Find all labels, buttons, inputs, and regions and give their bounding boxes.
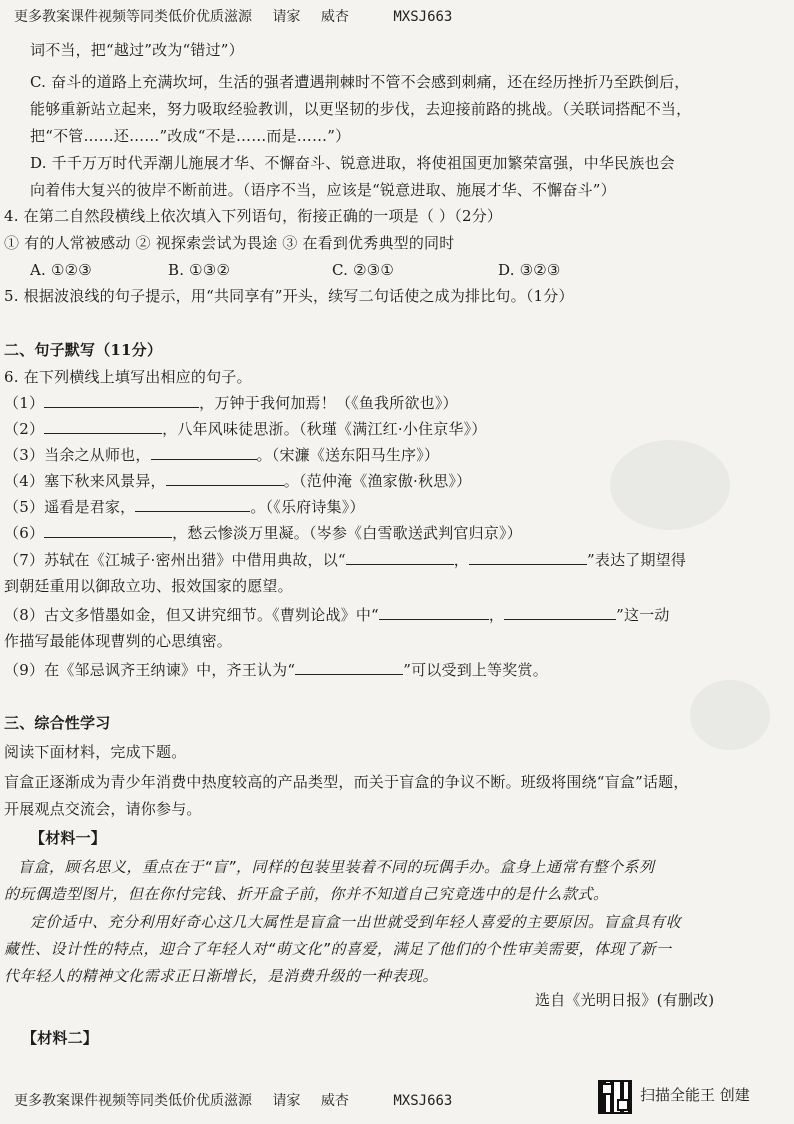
- answer-blank[interactable]: [295, 660, 403, 675]
- recite-item-9: [4, 660, 548, 680]
- question-4: 4. 在第二自然段横线上依次填入下列语句，衔接正确的一项是（ ）（2分）: [4, 207, 503, 225]
- recite-6-prefix: （6）: [4, 524, 45, 542]
- recite-item-7-cont: 到朝廷重用以御敌立功、报效国家的愿望。: [4, 577, 293, 595]
- recite-8-prefix: （8）古文多惜墨如金，但又讲究细节。《曹刿论战》中“: [4, 606, 379, 624]
- recite-item-2: [4, 419, 487, 439]
- footer-code: MXSJ663: [393, 1093, 453, 1109]
- option-d: D. ③②③: [498, 261, 561, 279]
- recite-7-comma: ，: [453, 551, 469, 569]
- material-1-source: 选自《光明日报》(有删改): [535, 991, 715, 1009]
- material-1-line: 藏性、设计性的特点，迎合了年轻人对“萌文化”的喜爱，满足了他们的个性审美需要，体现了新一: [4, 940, 672, 958]
- intro-line: 盲盒正逐渐成为青少年消费中热度较高的产品类型，而关于盲盒的争议不断。班级将围绕“盲盒”话题，: [4, 773, 689, 791]
- footer-promo: 更多教案课件视频等同类低价优质滋源: [14, 1093, 252, 1109]
- recite-5-prefix: （5）遥看是君家，: [4, 498, 136, 516]
- answer-blank[interactable]: [379, 605, 489, 620]
- footer-contact-2: 威杏: [320, 1093, 349, 1109]
- option-d-line: D. 千千万万时代弄潮儿施展才华、不懈奋斗、锐意进取，将使祖国更加繁荣富强，中华民族也会: [30, 154, 675, 172]
- recite-item-8-cont: 作描写最能体现曹刿的心思缜密。: [4, 632, 233, 650]
- option-c-line: C. 奋斗的道路上充满坎坷，生活的强者遭遇荆棘时不管不会感到刺痛，还在经历挫折乃至跌倒后，: [30, 73, 690, 91]
- text-line: 把“不管……还……”改成“不是……而是……”）: [30, 127, 351, 145]
- recite-item-6: [4, 523, 522, 543]
- recite-8-comma: ，: [488, 606, 505, 624]
- scan-smudge: [610, 440, 730, 530]
- recite-item-8: [4, 605, 670, 625]
- material-1-title: 【材料一】: [30, 829, 107, 847]
- recite-item-3: [4, 445, 439, 465]
- answer-blank[interactable]: [44, 523, 172, 538]
- text-line: 词不当，把“越过”改为“错过”）: [30, 41, 244, 59]
- recite-4-text: 。（范仲淹《渔家傲·秋思》）: [283, 472, 472, 490]
- recite-item-4: [4, 471, 471, 491]
- material-1-line: 的玩偶造型图片，但在你付完钱、折开盒子前，你并不知道自己究竟选中的是什么款式。: [4, 885, 609, 903]
- answer-blank[interactable]: [504, 605, 616, 620]
- header-promo: 更多教案课件视频等同类低价优质滋源: [14, 9, 252, 25]
- section-2-title: 二、句子默写（11分）: [4, 341, 163, 359]
- recite-7-text: ”表达了期望得: [587, 551, 687, 569]
- reading-instruction: 阅读下面材料，完成下题。: [4, 743, 187, 761]
- recite-item-1: [4, 393, 458, 413]
- answer-blank[interactable]: [346, 550, 454, 565]
- recite-4-prefix: （4）塞下秋来风景异，: [4, 472, 166, 490]
- recite-5-text: 。（《乐府诗集》）: [250, 498, 365, 516]
- intro-line: 开展观点交流会，请你参与。: [4, 800, 202, 818]
- text-line: 向着伟大复兴的彼岸不断前进。（语序不当，应该是“锐意进取、施展才华、不懈奋斗”）: [30, 181, 616, 199]
- answer-blank[interactable]: [151, 445, 257, 460]
- recite-9-text: ”可以受到上等奖赏。: [403, 661, 548, 679]
- option-b: B. ①③②: [168, 261, 231, 279]
- material-2-title: 【材料二】: [22, 1029, 99, 1047]
- recite-9-prefix: （9）在《邹忌讽齐王纳谏》中，齐王认为“: [4, 661, 296, 679]
- qr-code-icon: [598, 1080, 632, 1114]
- question-6: 6. 在下列横线上填写出相应的句子。: [4, 368, 252, 386]
- footer-contact-1: 请家: [272, 1093, 301, 1109]
- recite-2-text: ，八年风味徒思浙。（秋瑾《满江红·小住京华》）: [162, 420, 487, 438]
- recite-8-text: ”这一动: [616, 606, 670, 624]
- answer-blank[interactable]: [44, 393, 199, 408]
- section-3-title: 三、综合性学习: [4, 714, 111, 732]
- header-code: MXSJ663: [393, 9, 453, 25]
- option-c: C. ②③①: [332, 261, 395, 279]
- recite-1-prefix: （1）: [4, 394, 45, 412]
- answer-blank[interactable]: [135, 497, 250, 512]
- scanner-watermark: 扫描全能王 创建: [640, 1086, 750, 1104]
- recite-2-prefix: （2）: [4, 420, 45, 438]
- material-1-line: 代年轻人的精神文化需求正日渐增长，是消费升级的一种表现。: [4, 967, 439, 985]
- recite-item-7: [4, 550, 686, 570]
- page-footer: [14, 1090, 468, 1110]
- recite-1-text: ，万钟于我何加焉！（《鱼我所欲也》）: [199, 394, 458, 412]
- question-4-choices: ① 有的人常被感动 ② 视探索尝试为畏途 ③ 在看到优秀典型的同时: [4, 234, 455, 252]
- answer-blank[interactable]: [469, 550, 587, 565]
- option-a: A. ①②③: [30, 261, 92, 279]
- recite-3-text: 。（宋濂《送东阳马生序》）: [256, 446, 440, 464]
- question-5: 5. 根据波浪线的句子提示，用“共同享有”开头，续写二句话使之成为排比句。（1分）: [4, 287, 574, 305]
- answer-blank[interactable]: [166, 471, 284, 486]
- recite-6-text: ，愁云惨淡万里凝。（岑参《白雪歌送武判官归京》）: [172, 524, 522, 542]
- text-line: 能够重新站立起来，努力吸取经验教训，以更坚韧的步伐，去迎接前路的挑战。（关联词搭配不当，: [30, 100, 692, 118]
- page-header: [14, 6, 468, 26]
- recite-3-prefix: （3）当余之从师也，: [4, 446, 151, 464]
- material-1-line: 盲盒，顾名思义，重点在于“盲”，同样的包装里装着不同的玩偶手办。盒身上通常有整个系列: [18, 858, 655, 876]
- recite-item-5: [4, 497, 365, 517]
- answer-blank[interactable]: [44, 419, 162, 434]
- recite-7-prefix: （7）苏轼在《江城子·密州出猎》中借用典故，以“: [4, 551, 346, 569]
- scan-smudge: [690, 680, 770, 750]
- header-contact-1: 请家: [272, 9, 301, 25]
- material-1-line: 定价适中、充分利用好奇心这几大属性是盲盒一出世就受到年轻人喜爱的主要原因。盲盒具有收: [30, 913, 682, 931]
- header-contact-2: 威杏: [320, 9, 349, 25]
